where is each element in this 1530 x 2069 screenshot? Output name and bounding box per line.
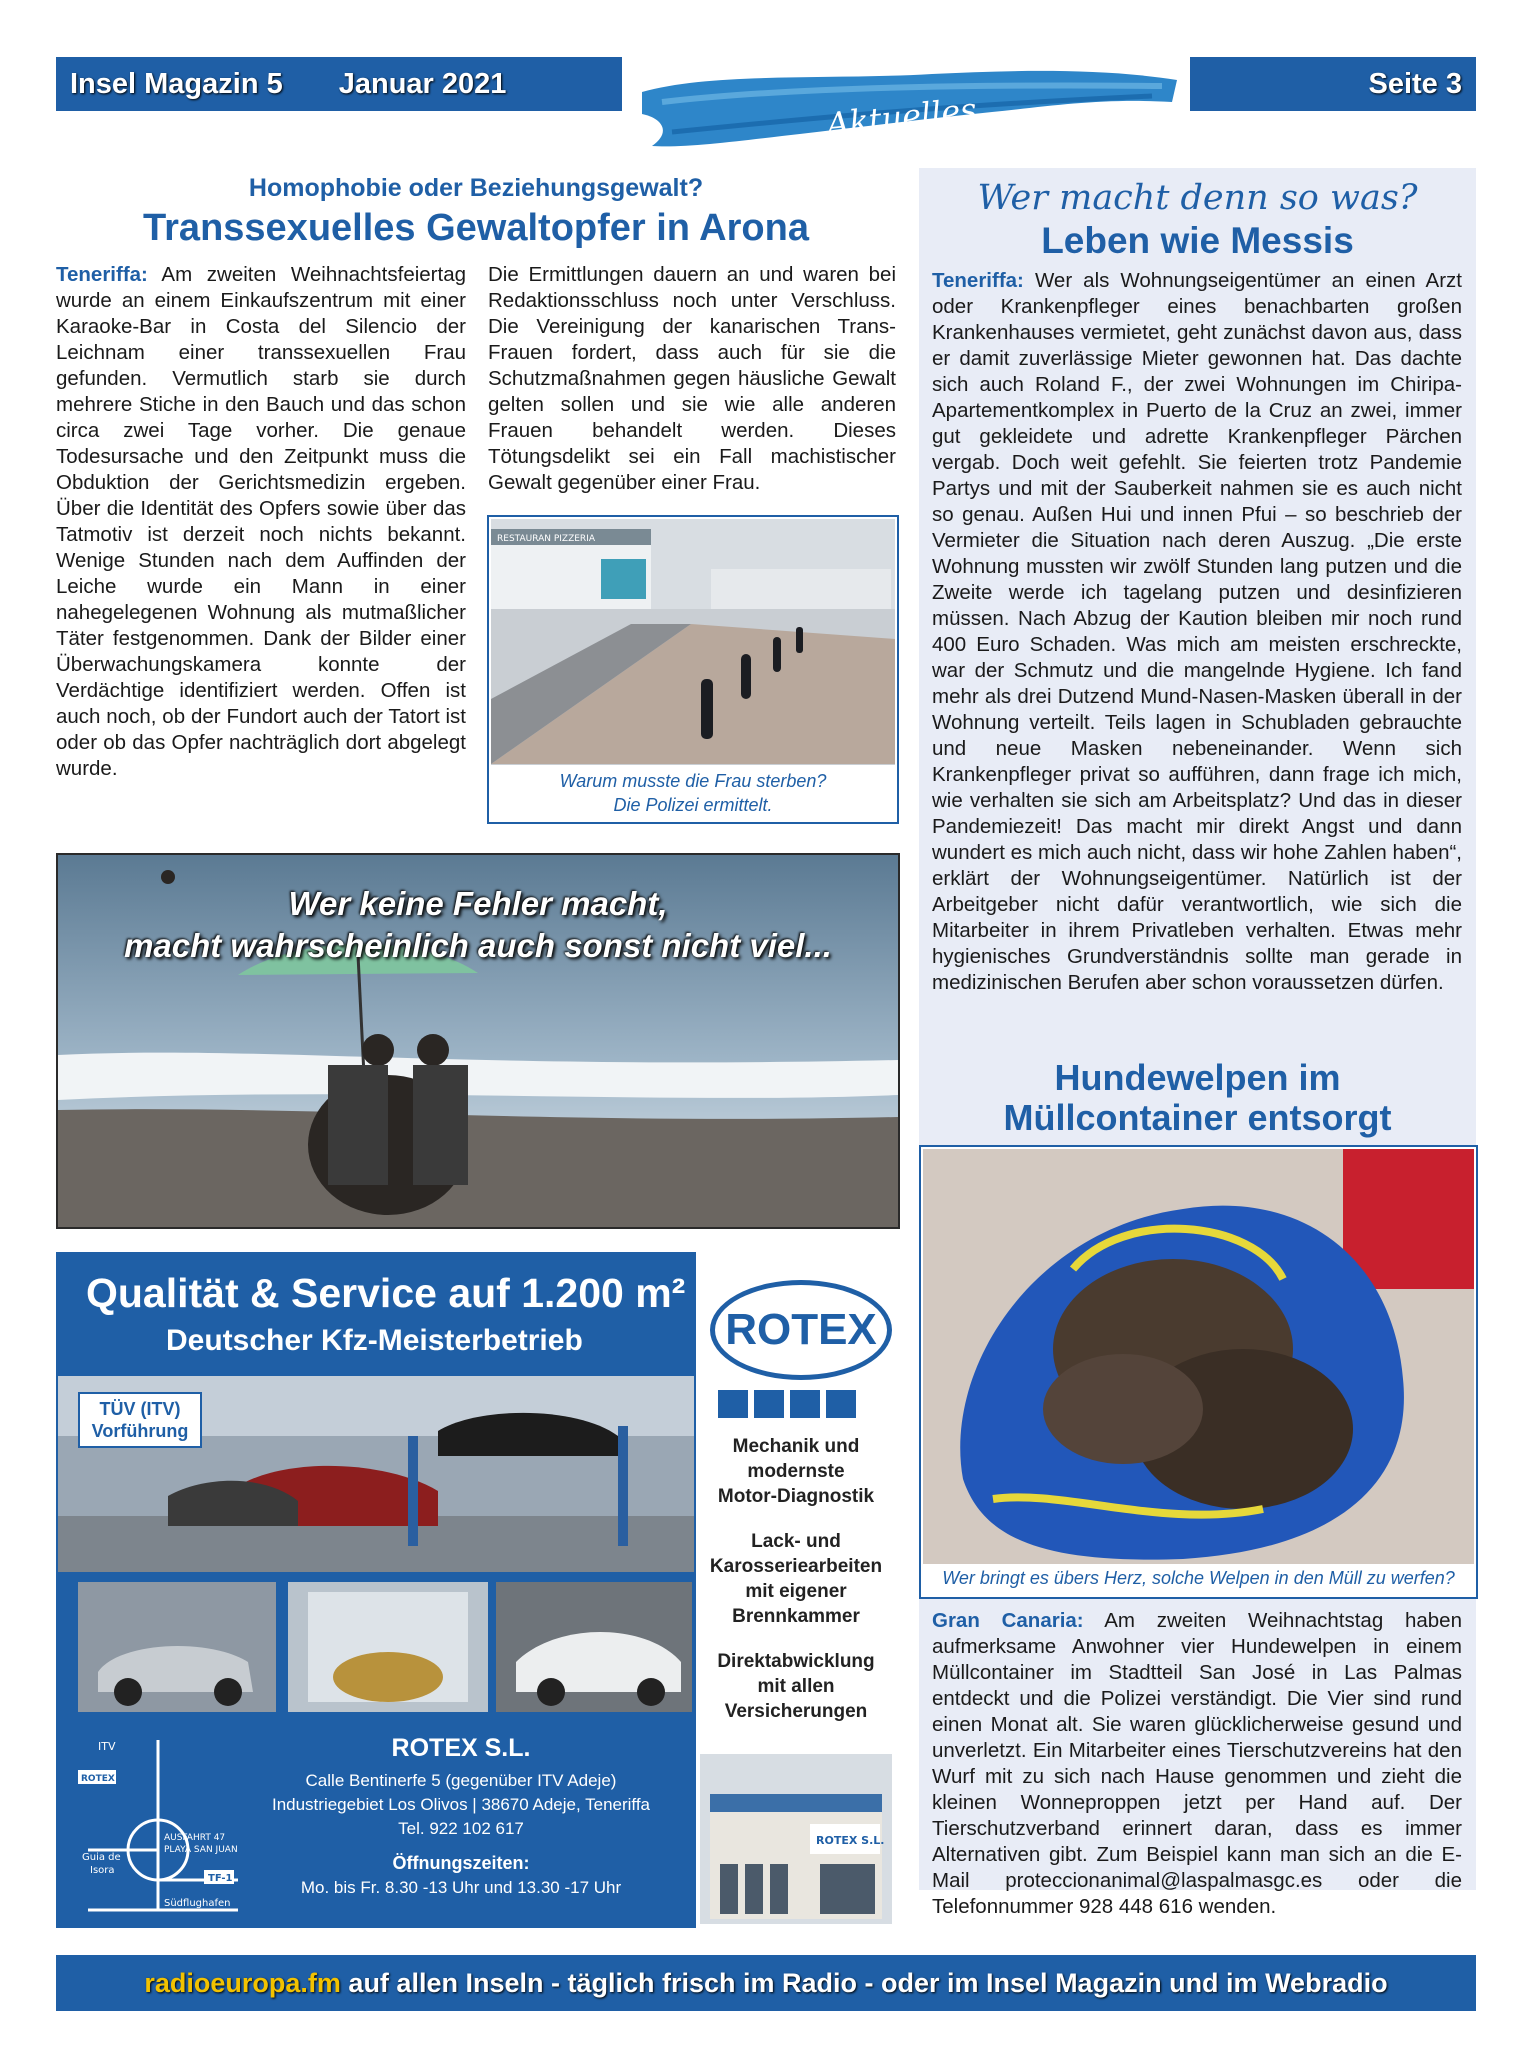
article1-caption-2: Die Polizei ermittelt. [613, 795, 773, 815]
service-line: Lack- und [751, 1531, 841, 1552]
section-brush-banner [632, 62, 1182, 154]
service-line: Motor-Diagnostik [717, 1486, 875, 1507]
article1-text1: Am zweiten Weihnachtsfeiertag wurde an einem Einkaufszentrum mit einer Karaoke-Bar in Costa del Silencio der Leichnam einer transsexuellen Frau gefunden. Vermutlich starb sie durch mehrere Stiche in den Bauch und das schon circa zwei Tage vorher. Die genaue Todesursache und den Zeitpunkt muss die Obduktion der Gerichtsmedizin ergeben. Über die Identität des Opfers sowie über das Tatmotiv ist derzeit noch nichts bekannt. Wenige Stunden nach dem Auffinden der Leiche wurde ein Mann in einer nahegelegenen Wohnung als mutmaßlicher Täter festgenommen. Dank der Bilder einer Überwachungskamera konnte der Verdächtige identifiziert werden. Offen ist auch noch, ob der Fundort auch der Tatort ist oder ob das Opfer nachträglich dort abgelegt wurde. [56, 263, 466, 780]
service-insurance [696, 1649, 896, 1724]
restaurant-sign: RESTAURAN PIZZERIA [497, 534, 595, 544]
opening-hours: Mo. bis Fr. 8.30 -13 Uhr und 13.30 -17 Uhr [300, 1878, 622, 1897]
footer-text: auf allen Inseln - täglich frisch im Radio - oder im Insel Magazin und im Webradio [340, 1967, 1388, 1998]
map-label-rotex: ROTEX [81, 1774, 115, 1784]
service-paint [696, 1529, 896, 1629]
header-left-bar [56, 57, 622, 111]
article2-lead: Teneriffa: [932, 269, 1024, 292]
quote-line-1: Wer keine Fehler macht, [288, 885, 668, 922]
article3-title-2: Müllcontainer entsorgt [1003, 1097, 1392, 1138]
tuv-badge [78, 1392, 202, 1448]
article1-column1 [56, 262, 466, 782]
service-line: Karosseriearbeiten [709, 1556, 883, 1577]
quote-line-2: macht wahrscheinlich auch sonst nicht viel... [124, 927, 832, 964]
ad-service-panel [696, 1252, 896, 1928]
damaged-car-photo [496, 1582, 692, 1712]
car-photo-1 [78, 1582, 276, 1712]
article3-body [932, 1608, 1462, 1920]
wrench-icon [718, 1390, 748, 1418]
article1-caption-1: Warum musste die Frau sterben? [559, 771, 827, 791]
address-line-2: Industriegebiet Los Olivos | 38670 Adeje, Teneriffa [271, 1795, 651, 1814]
article1-kicker: Homophobie oder Beziehungsgewalt? [248, 174, 704, 202]
paint-icon [790, 1390, 820, 1418]
phone-number: Tel. 922 102 617 [398, 1819, 524, 1838]
tuv-badge-line2: Vorführung [91, 1421, 189, 1441]
company-name: ROTEX S.L. [391, 1734, 531, 1762]
map-label-isora: Isora [90, 1865, 115, 1876]
service-line: Versicherungen [724, 1701, 868, 1722]
services-list [696, 1434, 896, 1724]
rotex-advertisement [56, 1252, 896, 1928]
article1-photo-frame [487, 515, 899, 824]
service-line: Direktabwicklung [717, 1651, 875, 1672]
building-sign: ROTEX S.L. [816, 1834, 885, 1847]
ad-contact-block [56, 1722, 696, 1928]
service-mechanics [696, 1434, 896, 1509]
building-photo [700, 1754, 892, 1924]
article3-text: Am zweiten Weihnachtstag haben aufmerksame Anwohner vier Hundewelpen in einem Müllcontainer im Stadtteil San José in Las Palmas entdeckt und die Polizei verständigt. Die Vier sind rund einen Monat alt. Sie waren glücklicherweise gesund und unverletzt. Ein Mitarbeiter eines Tierschutzvereins hat den Wurf mit zu sich nach Hause genommen und zieht die kleinen Wonneproppen jetzt per Hand auf. Der Tierschutzverband erinnert daran, dass es immer Alternativen gibt. Zum Beispiel kann man sich an die E-Mail proteccionanimal@laspalmasgc.es oder die Telefonnummer 928 448 616 wenden. [932, 1609, 1462, 1918]
service-line: Brennkammer [732, 1606, 860, 1627]
section-title: Aktuelles [824, 90, 979, 144]
rotex-logo [710, 1280, 892, 1380]
map-label-airport: Südflughafen [164, 1898, 231, 1909]
beach-quote [58, 883, 898, 967]
rotex-logo-text: ROTEX [725, 1305, 877, 1354]
service-line: mit eigener [745, 1581, 847, 1602]
map-label-guia: Guia de [82, 1852, 121, 1863]
magazine-name: Insel Magazin 5 [70, 67, 283, 100]
map-label-itv: ITV [98, 1740, 116, 1753]
street-photo [491, 519, 895, 765]
ad-subline: Deutscher Kfz-Meisterbetrieb [166, 1324, 583, 1357]
service-line: Mechanik und [732, 1436, 860, 1457]
article3-caption: Wer bringt es übers Herz, solche Welpen in den Müll zu werfen? [942, 1568, 1455, 1588]
paint-booth-photo [288, 1582, 488, 1712]
footer-banner [56, 1955, 1476, 2011]
issue-date: Januar 2021 [338, 67, 507, 100]
service-icons [718, 1390, 856, 1418]
article3-heading [919, 1058, 1476, 1138]
puppies-photo [923, 1149, 1474, 1564]
article3-title-1: Hundewelpen im [1054, 1057, 1341, 1098]
ad-contact-text [246, 1734, 676, 1898]
tuv-badge-line1: TÜV (ITV) [99, 1399, 181, 1419]
header-right-bar [1190, 57, 1476, 111]
page-number: Seite 3 [1368, 67, 1462, 100]
service-line: modernste [747, 1461, 845, 1482]
hours-label: Öffnungszeiten: [392, 1853, 530, 1873]
article2-heading [919, 178, 1476, 262]
article3-photo-frame [919, 1145, 1478, 1599]
article1-lead: Teneriffa: [56, 263, 148, 286]
article1-heading [56, 174, 896, 250]
article2-kicker: Wer macht denn so was? [977, 178, 1418, 218]
ad-headline: Qualität & Service auf 1.200 m² [86, 1270, 686, 1316]
map-label-exit: AUSFAHRT 47 [164, 1833, 226, 1843]
certificate-icon [826, 1390, 856, 1418]
article2-body [932, 268, 1462, 996]
article1-column2: Die Ermittlungen dauern an und waren bei Redaktionsschluss noch unter Verschluss. Die Vereinigung der kanarischen Trans-Frauen fordert, dass auch für sie die Schutzmaßnahmen gegen häusliche Gewalt gelten sollen und sie wie alle anderen Frauen behandelt werden. Dieses Tötungsdelikt sei ein Fall machistischer Gewalt gegenüber einer Frau. [488, 263, 896, 494]
article1-title: Transsexuelles Gewaltopfer in Arona [143, 207, 809, 249]
footer-url[interactable]: radioeuropa.fm [144, 1967, 341, 1998]
beach-quote-photo [56, 853, 900, 1229]
article3-lead: Gran Canaria: [932, 1609, 1084, 1632]
article2-title: Leben wie Messis [1041, 220, 1354, 261]
location-map [68, 1730, 248, 1920]
address-line-1: Calle Bentinerfe 5 (gegenüber ITV Adeje) [305, 1771, 617, 1790]
map-label-playa: PLAYA SAN JUAN [164, 1845, 238, 1855]
service-line: mit allen [757, 1676, 835, 1697]
map-label-tf1: TF-1 [208, 1873, 233, 1884]
article2-text: Wer als Wohnungseigentümer an einen Arzt oder Krankenpfleger eines benachbarten großen Krankenhauses vermietet, geht zunächst davon aus, dass er damit zuverlässige Mieter gewonnen hat. Das dachte sich auch Roland F., der zwei Wohnungen im Chiripa- Apartementkomplex in Puerto de la Cruz an zwei, immer gut gekleidete und adrette Krankenpfleger Pärchen vergab. Doch weit gefehlt. Sie feierten trotz Pandemie Partys und mit der Sauberkeit nahmen sie es auch nicht so genau. Außen Hui und innen Pfui – so beschrieb der Vermieter die Situation nach deren Auszug. „Die erste Wohnung mussten wir zwölf Stunden lang putzen und die Zweite werde ich tagelang putzen und desinfizieren müssen. Nach Abzug der Kaution bleiben mir noch rund 400 Euro Schaden. Was mich am meisten erschreckte, war der Schmutz und die mangelnde Hygiene. Ich fand mehr als drei Dutzend Mund-Nasen-Masken überall in der Wohnung verteilt. Teils lagen in Schubladen gebrauchte und neue Masken nebeneinander. Wenn sich Krankenpfleger privat so aufführen, dann frage ich mich, wie verhalten sie sich am Arbeitsplatz? Und das in dieser Pandemiezeit! Das macht mir direkt Angst und dann wundert es mich auch nicht, dass wir hohe Zahlen haben“, erklärt der Wohnungseigentümer. Natürlich ist der Arbeitgeber nicht dafür verantwortlich, wie sich die Mitarbeiter in ihrem Privatleben verhalten. Etwas mehr hygienisches Grundverständnis sollte man gerade in medizinischen Berufen aber schon voraussetzen dürfen. [932, 269, 1462, 994]
tools-icon [754, 1390, 784, 1418]
